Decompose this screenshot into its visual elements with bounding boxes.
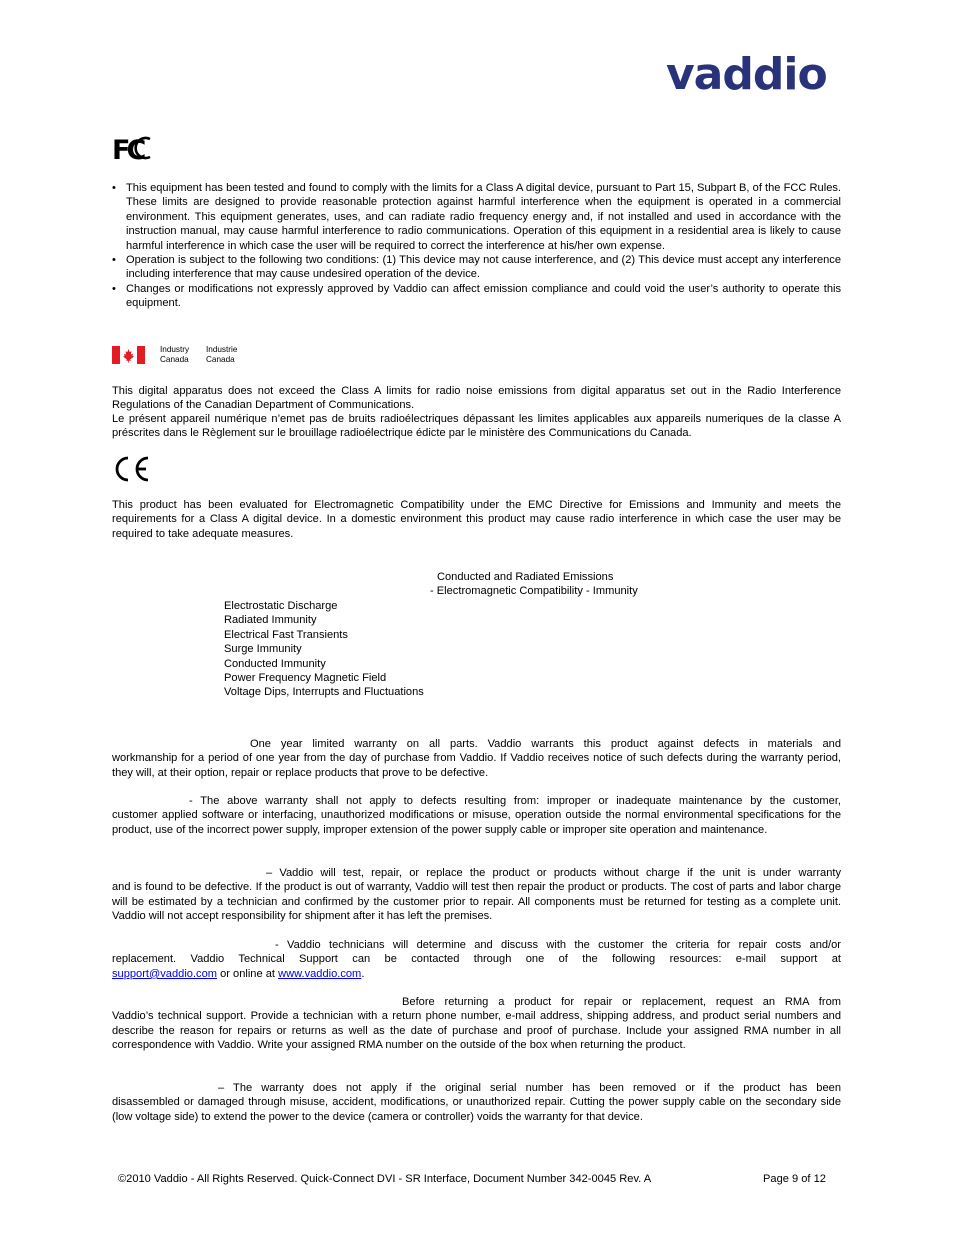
canada-flag-icon	[112, 346, 145, 364]
tech-support-paragraph: - Vaddio technicians will determine and discuss with the customer the criteria for repair costs and/or replacement. Vaddio Technical Support can be contacted through one of the following resources: e-mail support at support@vaddio.com or online at www.vaddio.com.	[112, 939, 841, 980]
fcc-statement-item: • Operation is subject to the following two conditions: (1) This device may not cause interference, and (2) This device must accept any interference including interference that may cause undesired operation of the device.	[112, 253, 841, 282]
ce-statement: This product has been evaluated for Electromagnetic Compatibility under the EMC Directive for Emissions and Immunity and meets the requirements for a Class A digital device. In a domestic environment this product may cause radio interference in which case the user may be required to take adequate measures.	[112, 499, 841, 540]
industry-canada-statement-fr: Le présent appareil numérique n’emet pas de bruits radioélectriques dépassant les limites applicables aux appareils numeriques de la classe A préscrites dans le Règlement sur le brouillage radioélectrique édicte par le ministère des Communications du Canada.	[112, 413, 841, 440]
svg-text:FC: FC	[112, 135, 143, 162]
website-link[interactable]: www.vaddio.com	[278, 967, 362, 980]
rma-paragraph: Before returning a product for repair or replacement, request an RMA from Vaddio’s technical support. Provide a technician with a return phone number, e-mail address, shipping address, and product serial numbers and describe the reason for repairs or returns as well as the date of purchase and proof of purchase. Include your assigned RMA number in all correspondence with Vaddio. Write your assigned RMA number on the outside of the box when returning the product.	[112, 996, 841, 1052]
support-email-link[interactable]: support@vaddio.com	[112, 967, 217, 980]
warranty-paragraph: One year limited warranty on all parts. Vaddio warrants this product against defects in materials and workmanship for a period of one year from the day of purchase from Vaddio. If Vaddio receives notice of such defects during the warranty period, they will, at their option, repair or replace products that prove to be defective.	[112, 738, 841, 779]
voided-warranty-paragraph: – The warranty does not apply if the original serial number has been removed or if the product has been disassembled or damaged through misuse, accident, modifications, or unauthorized repair. Cutting the power supply cable on the secondary side (low voltage side) to extend the power to the device (camera or controller) voids the warranty for that device.	[112, 1082, 841, 1123]
emc-test-item: Electrostatic Discharge	[224, 600, 338, 612]
emc-immunity-tests	[224, 599, 424, 700]
warranty-exclusions-paragraph: - The above warranty shall not apply to defects resulting from: improper or inadequate maintenance by the customer, customer applied software or interfacing, unauthorized modifications or misuse, operation outside the normal environmental specifications for the product, use of the incorrect power supply, improper extension of the power supply cable or improper site operation and maintenance.	[112, 795, 841, 836]
industry-canada-label-fr: Industrie Canada	[206, 345, 238, 364]
repair-paragraph: – Vaddio will test, repair, or replace the product or products without charge if the unit is under warranty and is found to be defective. If the product is out of warranty, Vaddio will test then repair the product or products. The cost of parts and labor charge will be estimated by a technician and confirmed by the customer prior to repair. All components must be returned for testing as a complete unit. Vaddio will not accept responsibility for shipment after it has left the premises.	[112, 867, 841, 923]
fcc-logo-icon	[112, 134, 156, 162]
emc-immunity-standard: - Electromagnetic Compatibility - Immunity	[430, 585, 638, 597]
fcc-statement-list	[112, 181, 841, 311]
fcc-statement-item: • Changes or modifications not expressly approved by Vaddio can affect emission compliance and could void the user’s authority to operate this equipment.	[112, 282, 841, 311]
emc-test-item: Voltage Dips, Interrupts and Fluctuations	[224, 686, 424, 699]
emc-test-item: Surge Immunity	[224, 643, 302, 656]
ce-mark-icon	[112, 456, 152, 482]
fcc-statement-item: • This equipment has been tested and found to comply with the limits for a Class A digital device, pursuant to Part 15, Subpart B, of the FCC Rules. These limits are designed to provide reasonable protection against harmful interference when the equipment is operated in a commercial environment. This equipment generates, uses, and can radiate radio frequency energy and, if not installed and used in accordance with the instruction manual, may cause harmful interference to radio communications. Operation of this equipment in a residential area is likely to cause harmful interference in which case the user will be required to correct the interference at his/her own expense.	[112, 181, 841, 253]
emc-test-item: Power Frequency Magnetic Field	[224, 672, 387, 685]
emc-test-item: Electrical Fast Transients	[224, 628, 348, 641]
footer-copyright: ©2010 Vaddio - All Rights Reserved. Quick-Connect DVI - SR Interface, Document Number 342-0045 Rev. A	[118, 1173, 652, 1185]
industry-canada-label-en: Industry Canada	[160, 345, 190, 364]
vaddio-logo-text: vaddio	[666, 52, 827, 98]
industry-canada-statement-en: This digital apparatus does not exceed the Class A limits for radio noise emissions from digital apparatus set out in the Radio Interference Regulations of the Canadian Department of Communications.	[112, 385, 841, 412]
emc-test-item: Conducted Immunity	[224, 657, 326, 670]
vaddio-logo	[664, 52, 874, 98]
industry-canada-logo	[112, 345, 252, 367]
emc-emissions-standard: Conducted and Radiated Emissions	[437, 571, 614, 583]
footer-page-number: Page 9 of 12	[763, 1173, 826, 1185]
emc-test-item: Radiated Immunity	[224, 614, 317, 627]
